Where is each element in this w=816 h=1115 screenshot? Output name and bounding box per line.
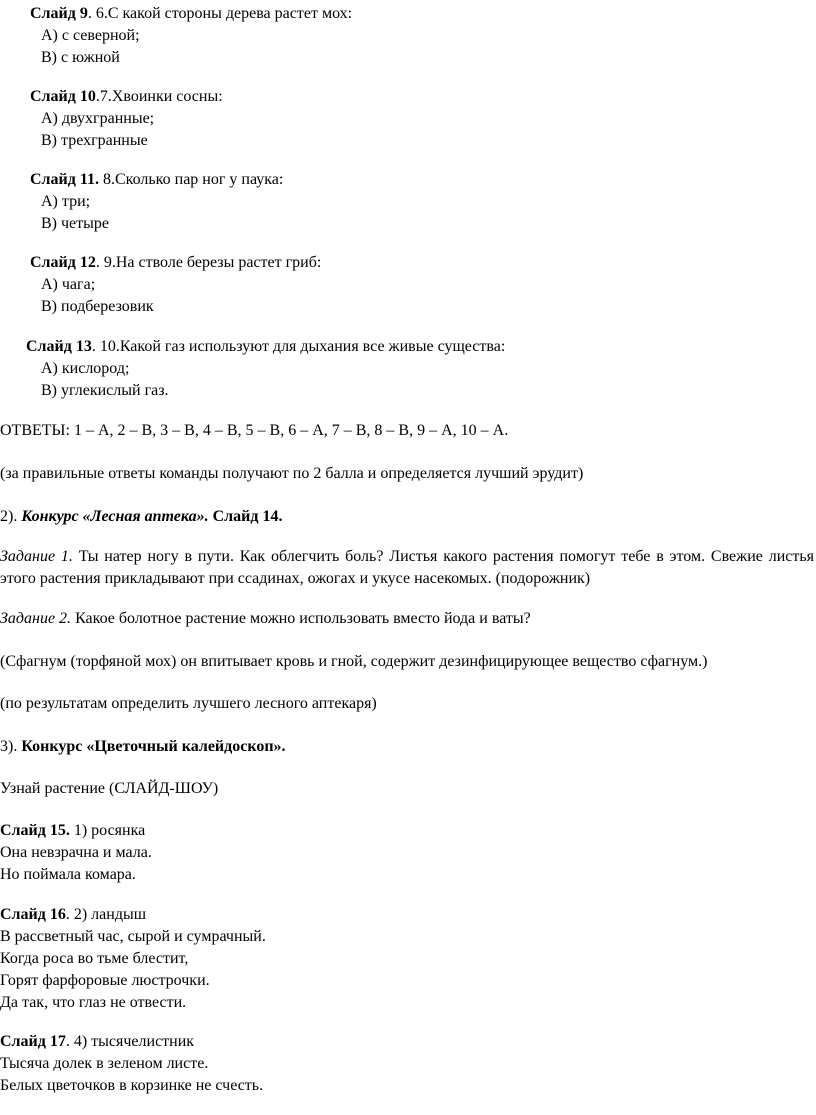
- answers-line: ОТВЕТЫ: 1 – А, 2 – В, 3 – В, 4 – В, 5 – В, 6 – А, 7 – В, 8 – В, 9 – А, 10 – А.: [0, 422, 509, 439]
- riddle-answer: . 2) ландыш: [65, 906, 147, 923]
- contest-2-heading: [0, 506, 814, 528]
- contest-3-heading: [0, 736, 814, 758]
- option-a: А) три;: [41, 193, 91, 210]
- option-a: А) с северной;: [41, 27, 140, 44]
- riddle-slide-17: [0, 1031, 814, 1097]
- contest-title: Конкурс «Лесная аптека».: [21, 508, 209, 525]
- riddle-line: Когда роса во тьме блестит,: [0, 950, 189, 967]
- slide-label: Слайд 13: [26, 338, 92, 355]
- slide-label: Слайд 12: [30, 254, 96, 271]
- option-b: В) с южной: [41, 49, 120, 66]
- task-2-answer: (Сфагнум (торфяной мох) он впитывает кровь и гной, содержит дезинфицирующее вещество сфагнум.): [0, 653, 708, 670]
- question-text: 8.Сколько пар ног у паука:: [98, 171, 284, 188]
- riddle-line: Она невзрачна и мала.: [0, 844, 152, 861]
- riddle-answer: 1) росянка: [69, 822, 146, 839]
- task-1: [0, 546, 814, 590]
- question-slide-9: [30, 3, 352, 69]
- option-b: В) углекислый газ.: [41, 382, 169, 399]
- question-slide-12: [30, 252, 321, 318]
- option-b: В) четыре: [41, 215, 109, 232]
- question-slide-13: [26, 336, 505, 402]
- pharmacist-note: (по результатам определить лучшего лесного аптекаря): [0, 695, 377, 712]
- question-text: . 10.Какой газ используют для дыхания все живые существа:: [91, 338, 506, 355]
- task-text: Какое болотное растение можно использовать вместо йода и ваты?: [71, 610, 531, 627]
- question-slide-10: [30, 86, 223, 152]
- guess-plant-line: Узнай растение (СЛАЙД-ШОУ): [0, 780, 219, 797]
- riddle-line: Да так, что глаз не отвести.: [0, 994, 187, 1011]
- riddle-line: В рассветный час, сырой и сумрачный.: [0, 928, 266, 945]
- riddle-line: Тысяча долек в зеленом листе.: [0, 1055, 209, 1072]
- riddle-line: Но поймала комара.: [0, 866, 136, 883]
- slide-label: Слайд 17: [0, 1033, 66, 1050]
- task-label: Задание 2.: [0, 610, 72, 627]
- question-text: .7.Хвоинки сосны:: [95, 88, 223, 105]
- slide-label: Слайд 9: [30, 5, 88, 22]
- question-slide-11: [30, 169, 283, 235]
- contest-slide: Слайд 14.: [208, 508, 283, 525]
- option-a: А) двухгранные;: [41, 110, 155, 127]
- scoring-note: (за правильные ответы команды получают по 2 балла и определяется лучший эрудит): [0, 465, 584, 482]
- contest-number: 2).: [0, 508, 22, 525]
- task-2: [0, 608, 814, 630]
- option-b: В) подберезовик: [41, 298, 154, 315]
- riddle-answer: . 4) тысячелистник: [65, 1033, 195, 1050]
- riddle-slide-16: [0, 904, 814, 1014]
- task-label: Задание 1.: [0, 548, 73, 565]
- slide-label: Слайд 10: [30, 88, 96, 105]
- task-text: Ты натер ногу в пути. Как облегчить боль? Листья какого растения помогут тебе в этом. Свежие листья этого растения прикладывают при ссадинах, ожогах и укусе насекомых. (подорожник): [0, 548, 815, 587]
- slide-label: Слайд 16: [0, 906, 66, 923]
- riddle-line: Горят фарфоровые люстрочки.: [0, 972, 210, 989]
- option-a: А) кислород;: [41, 360, 130, 377]
- riddle-line: Белых цветочков в корзинке не счесть.: [0, 1077, 264, 1094]
- riddle-slide-15: [0, 820, 814, 886]
- option-b: В) трехгранные: [41, 132, 148, 149]
- contest-title: Конкурс «Цветочный калейдоскоп».: [21, 738, 286, 755]
- option-a: А) чага;: [41, 276, 96, 293]
- question-text: . 6.С какой стороны дерева растет мох:: [87, 5, 353, 22]
- contest-number: 3).: [0, 738, 22, 755]
- slide-label: Слайд 11.: [30, 171, 99, 188]
- question-text: . 9.На стволе березы растет гриб:: [95, 254, 322, 271]
- slide-label: Слайд 15.: [0, 822, 70, 839]
